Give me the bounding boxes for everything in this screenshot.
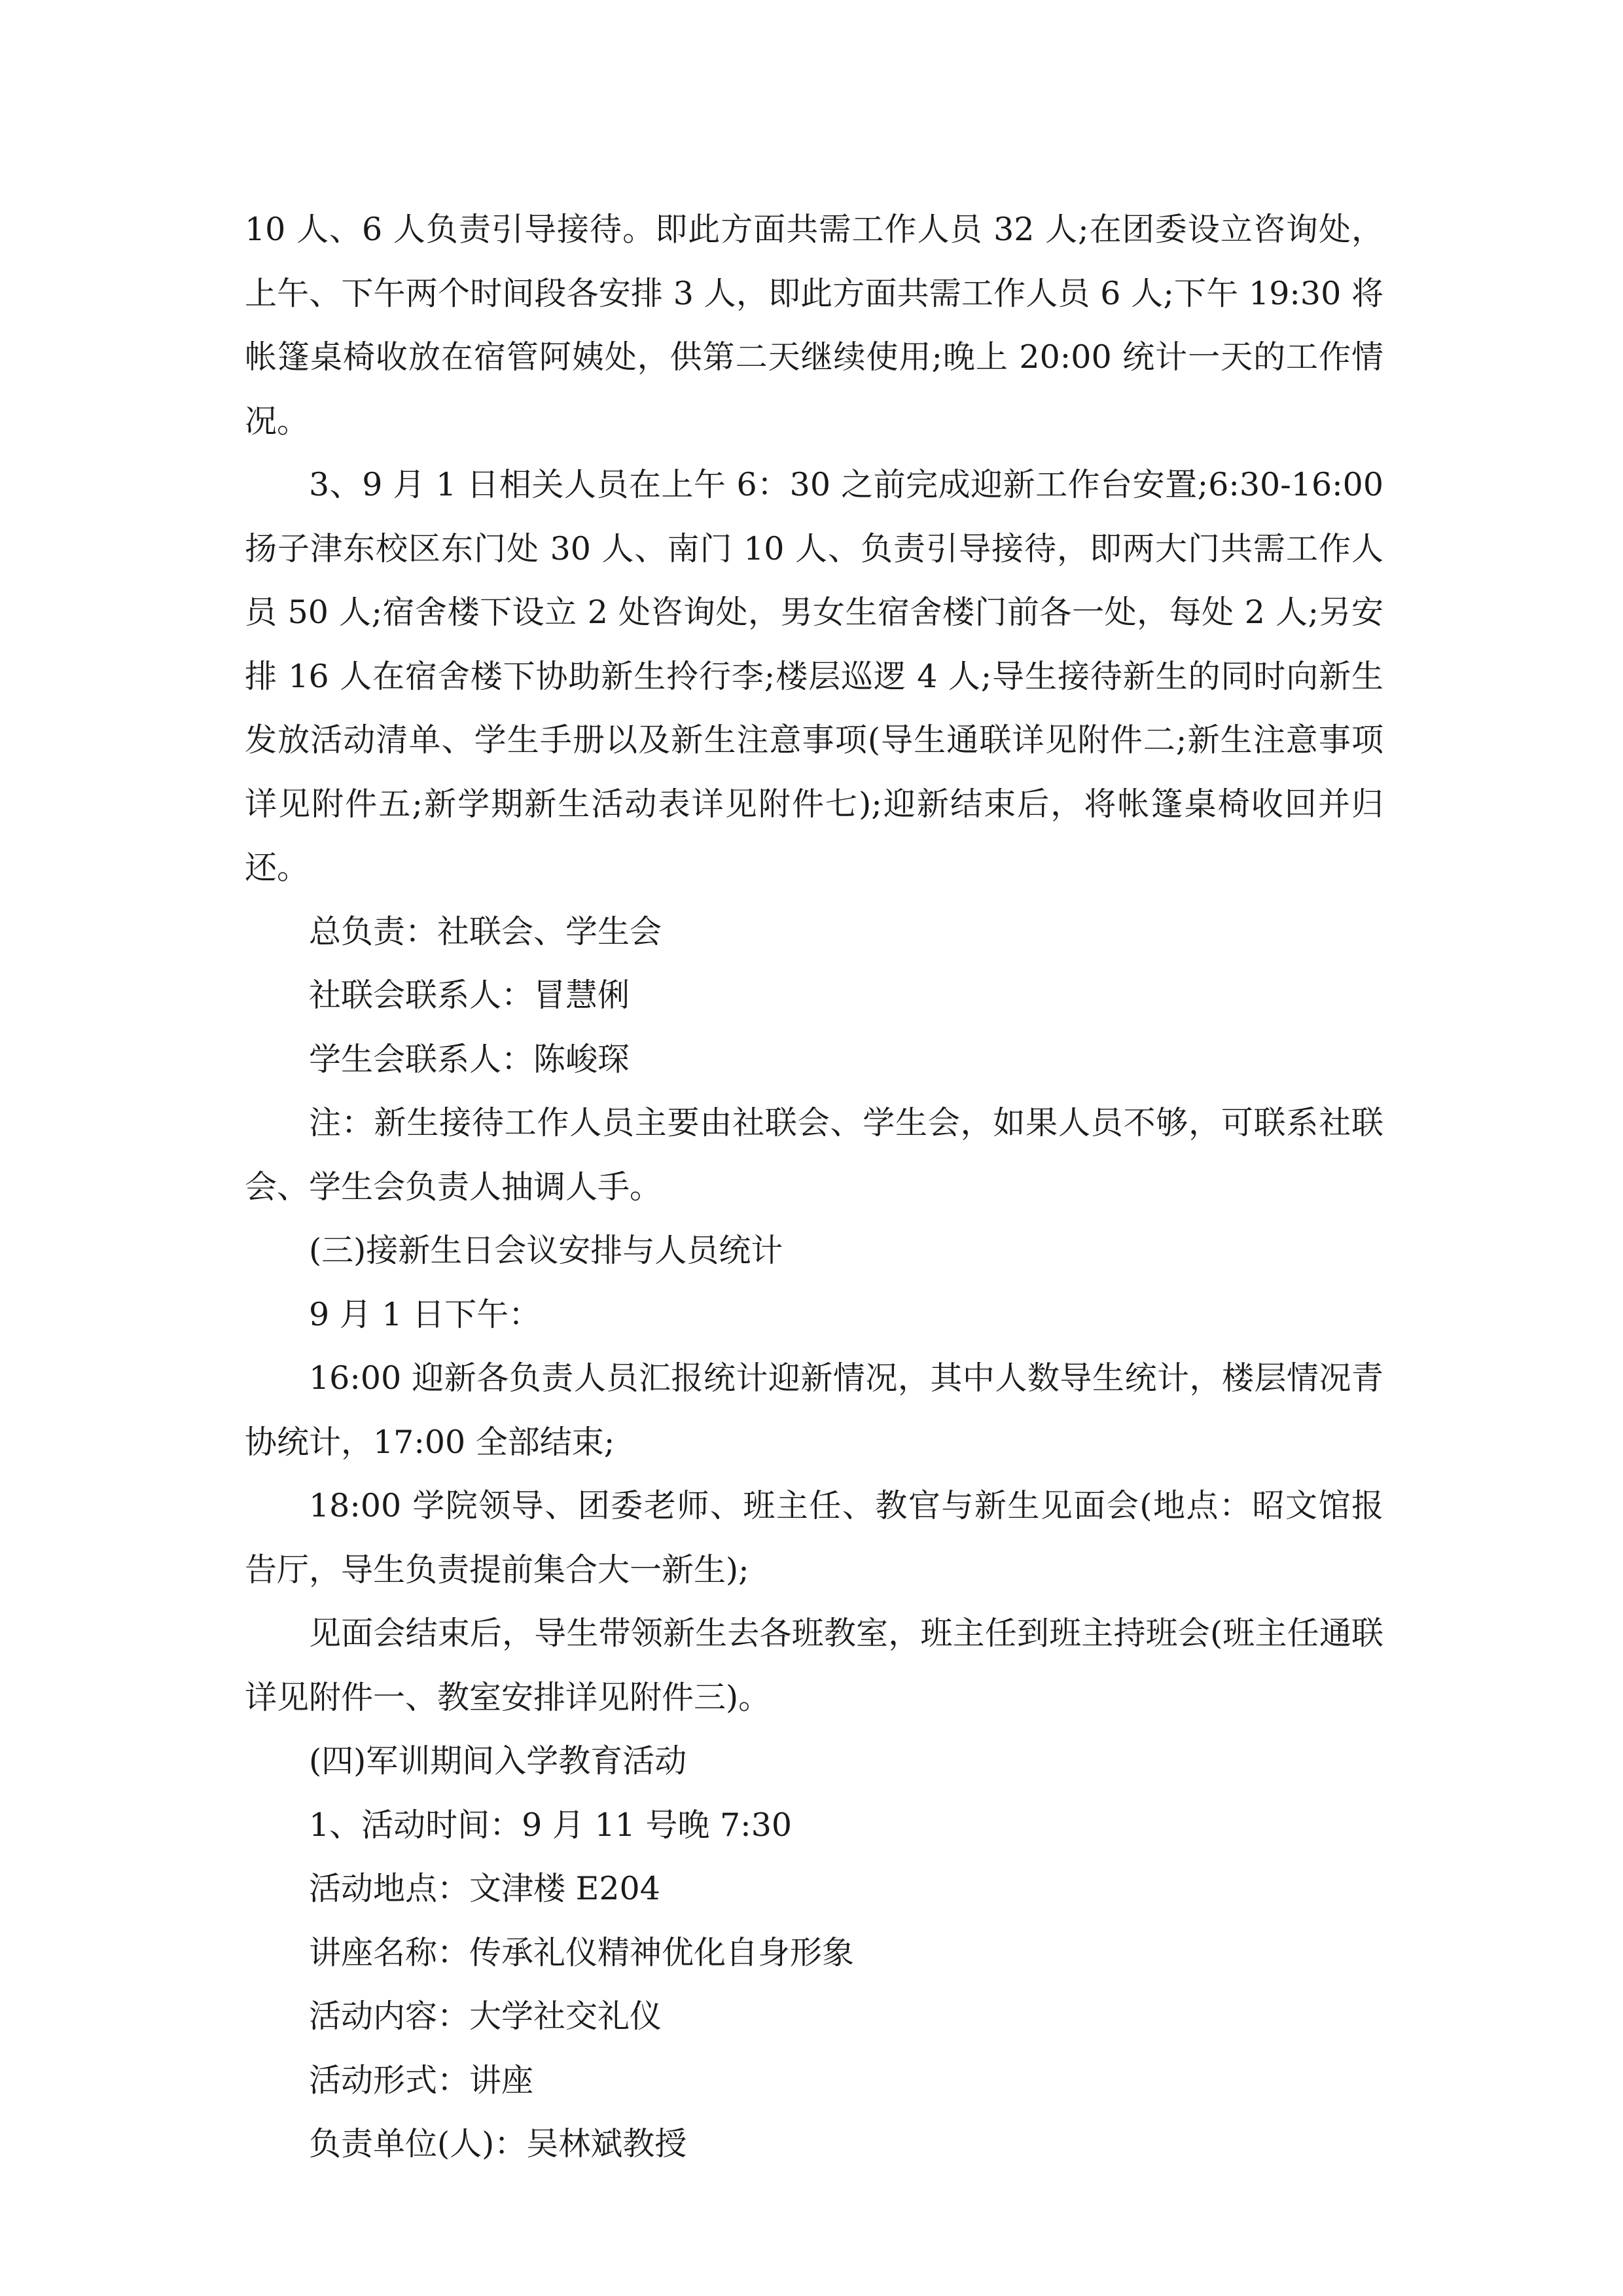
paragraph-note: 注：新生接待工作人员主要由社联会、学生会，如果人员不够，可联系社联会、学生会负责人抽调人手。: [245, 1104, 1383, 1206]
paragraph-club-contact: 社联会联系人：冒慧俐: [309, 977, 630, 1014]
section-heading-4: (四)军训期间入学教育活动: [309, 1742, 687, 1780]
paragraph-continuation: 10 人、6 人负责引导接待。即此方面共需工作人员 32 人;在团委设立咨询处，上午、下午两个时间段各安排 3 人，即此方面共需工作人员 6 人;下午 19:30 将帐篷桌椅收放在宿管阿姨处，供第二天继续使用;晚上 20:00 统计一天的工作情况。: [245, 211, 1383, 440]
paragraph-1800: 18:00 学院领导、团委老师、班主任、教官与新生见面会(地点：昭文馆报告厅，导生负责提前集合大一新生);: [245, 1487, 1383, 1588]
paragraph-activity-location: 活动地点：文津楼 E204: [309, 1870, 660, 1907]
paragraph-lecture-name: 讲座名称：传承礼仪精神优化自身形象: [309, 1933, 855, 1971]
paragraph-date: 9 月 1 日下午：: [309, 1295, 541, 1333]
paragraph-activity-form: 活动形式：讲座: [309, 2061, 534, 2099]
paragraph-activity-content: 活动内容：大学社交礼仪: [309, 1998, 662, 2035]
section-heading-3: (三)接新生日会议安排与人员统计: [309, 1232, 783, 1269]
paragraph-1600: 16:00 迎新各负责人员汇报统计迎新情况，其中人数导生统计，楼层情况青协统计，17:00 全部结束;: [245, 1359, 1383, 1461]
paragraph-activity-time: 1、活动时间：9 月 11 号晚 7:30: [309, 1806, 793, 1844]
document-page: [245, 198, 1383, 2176]
paragraph-union-contact: 学生会联系人：陈峻琛: [309, 1040, 630, 1078]
paragraph-sept1-arrangement: 3、9 月 1 日相关人员在上午 6：30 之前完成迎新工作台安置;6:30-16:00 扬子津东校区东门处 30 人、南门 10 人、负责引导接待，即两大门共需工作人员 50 人;宿舍楼下设立 2 处咨询处，男女生宿舍楼门前各一处，每处 2 人;另安排 16 人在宿舍楼下协助新生拎行李;楼层巡逻 4 人;导生接待新生的同时向新生发放活动清单、学生手册以及新生注意事项(导生通联详见附件二;新生注意事项详见附件五;新学期新生活动表详见附件七);迎新结束后，将帐篷桌椅收回并归还。: [245, 466, 1383, 886]
paragraph-responsible-unit: 负责单位(人)：吴林斌教授: [309, 2125, 687, 2162]
paragraph-overall-responsible: 总负责：社联会、学生会: [309, 912, 662, 950]
paragraph-after-meeting: 见面会结束后，导生带领新生去各班教室，班主任到班主持班会(班主任通联详见附件一、教室安排详见附件三)。: [245, 1615, 1383, 1716]
